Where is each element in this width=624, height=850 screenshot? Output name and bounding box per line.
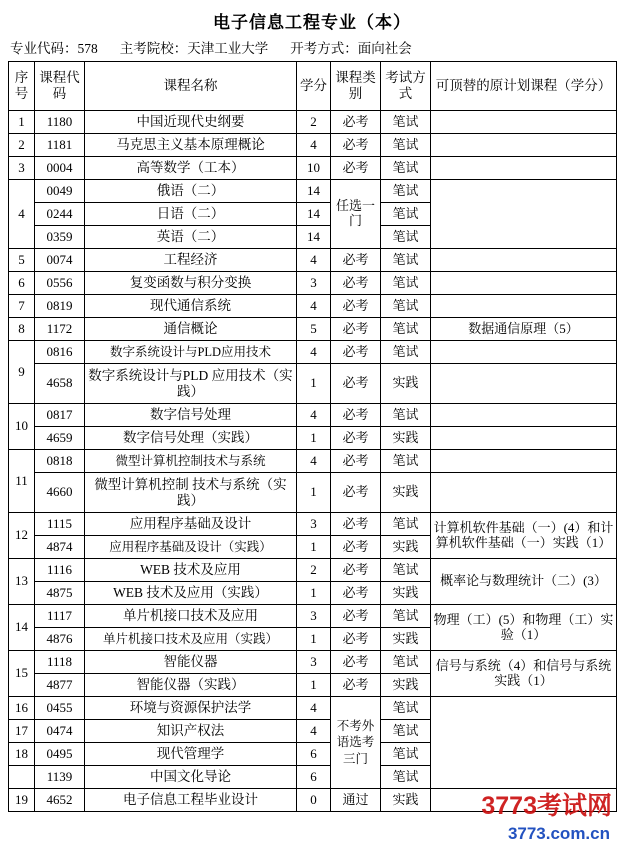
cell-replace — [431, 295, 617, 318]
cell-replace — [431, 134, 617, 157]
major-code-value: 578 — [77, 41, 98, 56]
cell-name: WEB 技术及应用 — [85, 559, 297, 582]
cell-name: 单片机接口技术及应用（实践） — [85, 628, 297, 651]
cell-name: 知识产权法 — [85, 720, 297, 743]
cell-credit: 4 — [297, 134, 331, 157]
cell-exam: 笔试 — [381, 226, 431, 249]
cell-credit: 1 — [297, 582, 331, 605]
cell-replace — [431, 364, 617, 404]
cell-name: 日语（二） — [85, 203, 297, 226]
cell-exam: 笔试 — [381, 743, 431, 766]
cell-no: 1 — [9, 111, 35, 134]
cell-code: 4875 — [35, 582, 85, 605]
cell-exam: 实践 — [381, 364, 431, 404]
table-header-row — [9, 62, 617, 111]
cell-name: 现代管理学 — [85, 743, 297, 766]
exam-mode-value: 面向社会 — [357, 41, 412, 56]
cell-code: 0816 — [35, 341, 85, 364]
cell-code: 0817 — [35, 404, 85, 427]
cell-type: 必考 — [331, 427, 381, 450]
header-exam: 考试方式 — [381, 62, 431, 111]
cell-type: 必考 — [331, 536, 381, 559]
cell-code: 1118 — [35, 651, 85, 674]
cell-name: 数字系统设计与PLD 应用技术（实践） — [85, 364, 297, 404]
cell-exam: 实践 — [381, 674, 431, 697]
cell-name: WEB 技术及应用（实践） — [85, 582, 297, 605]
cell-credit: 1 — [297, 628, 331, 651]
table-row — [9, 111, 617, 134]
cell-replace — [431, 157, 617, 180]
cell-replace — [431, 473, 617, 513]
school — [120, 37, 269, 57]
cell-name: 复变函数与积分变换 — [85, 272, 297, 295]
cell-name: 智能仪器 — [85, 651, 297, 674]
cell-exam: 实践 — [381, 473, 431, 513]
cell-exam: 笔试 — [381, 203, 431, 226]
cell-credit: 3 — [297, 651, 331, 674]
cell-replace: 计算机软件基础（一）(4）和计算机软件基础（一）实践（1） — [431, 513, 617, 559]
table-row — [9, 318, 617, 341]
cell-type: 必考 — [331, 513, 381, 536]
cell-code: 0004 — [35, 157, 85, 180]
cell-no — [9, 766, 35, 789]
cell-no: 7 — [9, 295, 35, 318]
cell-name: 智能仪器（实践） — [85, 674, 297, 697]
cell-type: 任选一门 — [331, 180, 381, 249]
cell-no: 6 — [9, 272, 35, 295]
cell-name: 应用程序基础及设计（实践） — [85, 536, 297, 559]
cell-credit: 3 — [297, 605, 331, 628]
cell-no: 13 — [9, 559, 35, 605]
cell-code: 0474 — [35, 720, 85, 743]
cell-code: 1180 — [35, 111, 85, 134]
cell-name: 工程经济 — [85, 249, 297, 272]
cell-exam: 笔试 — [381, 272, 431, 295]
cell-no: 5 — [9, 249, 35, 272]
table-row — [9, 427, 617, 450]
header-no: 序号 — [9, 62, 35, 111]
table-row — [9, 404, 617, 427]
cell-no: 3 — [9, 157, 35, 180]
table-row — [9, 180, 617, 203]
table-row — [9, 341, 617, 364]
cell-code: 4659 — [35, 427, 85, 450]
cell-credit: 1 — [297, 364, 331, 404]
cell-type: 必考 — [331, 450, 381, 473]
cell-code: 0074 — [35, 249, 85, 272]
cell-exam: 笔试 — [381, 605, 431, 628]
cell-type: 必考 — [331, 651, 381, 674]
table-row — [9, 157, 617, 180]
header-code: 课程代码 — [35, 62, 85, 111]
cell-type: 必考 — [331, 364, 381, 404]
cell-no: 17 — [9, 720, 35, 743]
cell-credit: 4 — [297, 404, 331, 427]
cell-credit: 14 — [297, 180, 331, 203]
table-row — [9, 249, 617, 272]
cell-replace — [431, 450, 617, 473]
cell-no: 9 — [9, 341, 35, 404]
table-row — [9, 473, 617, 513]
cell-type: 必考 — [331, 473, 381, 513]
cell-code: 1172 — [35, 318, 85, 341]
cell-code: 4658 — [35, 364, 85, 404]
cell-credit: 4 — [297, 450, 331, 473]
cell-code: 1116 — [35, 559, 85, 582]
cell-exam: 实践 — [381, 582, 431, 605]
cell-code: 0049 — [35, 180, 85, 203]
cell-credit: 1 — [297, 674, 331, 697]
cell-name: 中国近现代史纲要 — [85, 111, 297, 134]
cell-name: 微型计算机控制技术与系统 — [85, 450, 297, 473]
cell-credit: 2 — [297, 559, 331, 582]
cell-exam: 笔试 — [381, 651, 431, 674]
cell-replace — [431, 180, 617, 249]
table-row — [9, 295, 617, 318]
cell-replace — [431, 341, 617, 364]
cell-credit: 4 — [297, 295, 331, 318]
cell-code: 0359 — [35, 226, 85, 249]
cell-exam: 笔试 — [381, 134, 431, 157]
watermark-blue-text: 3773.com.cn — [507, 824, 610, 843]
cell-code: 0244 — [35, 203, 85, 226]
cell-name: 应用程序基础及设计 — [85, 513, 297, 536]
cell-replace — [431, 789, 617, 812]
cell-code: 1115 — [35, 513, 85, 536]
cell-credit: 4 — [297, 697, 331, 720]
cell-code: 4874 — [35, 536, 85, 559]
major-code-label: 专业代码： — [10, 41, 78, 56]
cell-name: 现代通信系统 — [85, 295, 297, 318]
cell-name: 高等数学（工本） — [85, 157, 297, 180]
cell-name: 马克思主义基本原理概论 — [85, 134, 297, 157]
cell-name: 微型计算机控制 技术与系统（实践） — [85, 473, 297, 513]
cell-exam: 笔试 — [381, 559, 431, 582]
table-row — [9, 513, 617, 536]
major-code — [10, 37, 98, 57]
cell-no: 12 — [9, 513, 35, 559]
cell-replace: 物理（工）(5）和物理（工）实验（1） — [431, 605, 617, 651]
cell-name: 中国文化导论 — [85, 766, 297, 789]
table-row — [9, 364, 617, 404]
cell-no: 10 — [9, 404, 35, 450]
cell-exam: 实践 — [381, 789, 431, 812]
cell-exam: 笔试 — [381, 180, 431, 203]
cell-no: 18 — [9, 743, 35, 766]
cell-replace: 数据通信原理（5） — [431, 318, 617, 341]
cell-replace — [431, 404, 617, 427]
cell-exam: 笔试 — [381, 404, 431, 427]
cell-replace — [431, 427, 617, 450]
header-replace: 可顶替的原计划课程（学分） — [431, 62, 617, 111]
cell-code: 4877 — [35, 674, 85, 697]
cell-code: 1181 — [35, 134, 85, 157]
exam-mode — [290, 37, 412, 57]
cell-type: 必考 — [331, 318, 381, 341]
page-title: 电子信息工程专业（本） — [213, 13, 411, 32]
cell-replace: 概率论与数理统计（二）(3） — [431, 559, 617, 605]
cell-credit: 1 — [297, 427, 331, 450]
cell-exam: 笔试 — [381, 720, 431, 743]
school-label: 主考院校： — [119, 41, 188, 56]
cell-type: 必考 — [331, 134, 381, 157]
cell-credit: 3 — [297, 513, 331, 536]
cell-type: 通过 — [331, 789, 381, 812]
cell-type: 必考 — [331, 559, 381, 582]
cell-type: 必考 — [331, 582, 381, 605]
cell-exam: 实践 — [381, 427, 431, 450]
cell-code: 1117 — [35, 605, 85, 628]
cell-type: 不考外语选考三门 — [331, 697, 381, 789]
cell-replace — [431, 249, 617, 272]
cell-exam: 笔试 — [381, 513, 431, 536]
cell-no: 19 — [9, 789, 35, 812]
table-row — [9, 134, 617, 157]
cell-exam: 实践 — [381, 628, 431, 651]
cell-exam: 笔试 — [381, 697, 431, 720]
cell-name: 俄语（二） — [85, 180, 297, 203]
cell-code: 0818 — [35, 450, 85, 473]
cell-exam: 笔试 — [381, 318, 431, 341]
cell-credit: 6 — [297, 743, 331, 766]
cell-name: 电子信息工程毕业设计 — [85, 789, 297, 812]
cell-no: 15 — [9, 651, 35, 697]
cell-exam: 实践 — [381, 536, 431, 559]
cell-code: 0556 — [35, 272, 85, 295]
cell-exam: 笔试 — [381, 450, 431, 473]
cell-type: 必考 — [331, 295, 381, 318]
cell-replace — [431, 272, 617, 295]
cell-no: 14 — [9, 605, 35, 651]
watermark-red-text: 3773考试网 — [481, 792, 612, 820]
cell-exam: 笔试 — [381, 111, 431, 134]
cell-credit: 14 — [297, 203, 331, 226]
cell-credit: 6 — [297, 766, 331, 789]
cell-name: 单片机接口技术及应用 — [85, 605, 297, 628]
header-credit: 学分 — [297, 62, 331, 111]
cell-name: 数字系统设计与PLD应用技术 — [85, 341, 297, 364]
cell-name: 数字信号处理 — [85, 404, 297, 427]
cell-name: 环境与资源保护法学 — [85, 697, 297, 720]
cell-type: 必考 — [331, 272, 381, 295]
cell-credit: 4 — [297, 341, 331, 364]
cell-type: 必考 — [331, 404, 381, 427]
document-meta — [10, 37, 616, 57]
school-value: 天津工业大学 — [187, 41, 269, 56]
cell-name: 英语（二） — [85, 226, 297, 249]
table-row — [9, 789, 617, 812]
table-row — [9, 559, 617, 582]
cell-credit: 14 — [297, 226, 331, 249]
table-row — [9, 272, 617, 295]
cell-credit: 3 — [297, 272, 331, 295]
cell-credit: 1 — [297, 536, 331, 559]
cell-code: 1139 — [35, 766, 85, 789]
exam-mode-label: 开考方式： — [290, 41, 358, 56]
cell-credit: 10 — [297, 157, 331, 180]
table-row — [9, 651, 617, 674]
cell-no: 16 — [9, 697, 35, 720]
cell-name: 通信概论 — [85, 318, 297, 341]
cell-credit: 4 — [297, 249, 331, 272]
cell-exam: 笔试 — [381, 766, 431, 789]
course-plan-table — [8, 61, 617, 812]
cell-credit: 5 — [297, 318, 331, 341]
cell-exam: 笔试 — [381, 341, 431, 364]
cell-type: 必考 — [331, 628, 381, 651]
cell-no: 4 — [9, 180, 35, 249]
cell-credit: 1 — [297, 473, 331, 513]
cell-exam: 笔试 — [381, 157, 431, 180]
cell-credit: 2 — [297, 111, 331, 134]
cell-code: 0495 — [35, 743, 85, 766]
cell-credit: 4 — [297, 720, 331, 743]
cell-replace — [431, 697, 617, 789]
cell-type: 必考 — [331, 605, 381, 628]
cell-type: 必考 — [331, 249, 381, 272]
cell-type: 必考 — [331, 111, 381, 134]
header-type: 课程类别 — [331, 62, 381, 111]
cell-code: 0819 — [35, 295, 85, 318]
cell-credit: 0 — [297, 789, 331, 812]
table-body — [9, 111, 617, 812]
cell-code: 4660 — [35, 473, 85, 513]
cell-name: 数字信号处理（实践） — [85, 427, 297, 450]
cell-replace: 信号与系统（4）和信号与系统实践（1） — [431, 651, 617, 697]
cell-no: 8 — [9, 318, 35, 341]
cell-type: 必考 — [331, 674, 381, 697]
cell-no: 11 — [9, 450, 35, 513]
cell-exam: 笔试 — [381, 295, 431, 318]
cell-type: 必考 — [331, 341, 381, 364]
table-row — [9, 450, 617, 473]
cell-code: 0455 — [35, 697, 85, 720]
cell-code: 4876 — [35, 628, 85, 651]
header-name: 课程名称 — [85, 62, 297, 111]
table-row — [9, 605, 617, 628]
cell-no: 2 — [9, 134, 35, 157]
table-row — [9, 697, 617, 720]
cell-type: 必考 — [331, 157, 381, 180]
cell-code: 4652 — [35, 789, 85, 812]
cell-replace — [431, 111, 617, 134]
cell-exam: 笔试 — [381, 249, 431, 272]
